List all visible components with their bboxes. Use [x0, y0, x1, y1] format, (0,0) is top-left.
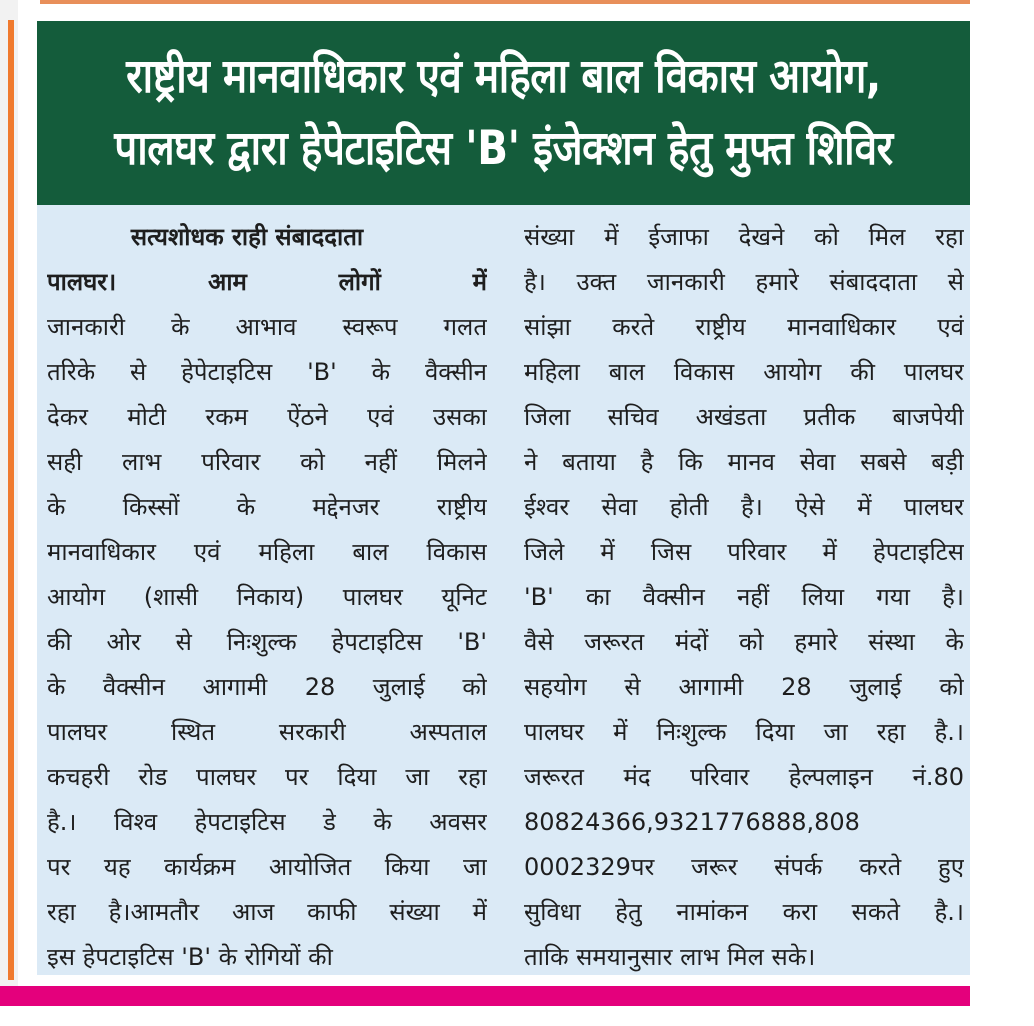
article-line: जिला सचिव अखंडता प्रतीक बाजपेयी	[524, 403, 964, 431]
article-line: जरूरत मंद परिवार हेल्पलाइन नं.80	[524, 763, 964, 791]
article-body	[37, 205, 970, 975]
article-line: महिला बाल विकास आयोग की पालघर	[524, 358, 964, 386]
article-line: के वैक्सीन आगामी 28 जुलाई को	[47, 673, 487, 701]
article-line: 80824366,9321776888,808	[524, 808, 860, 836]
article-column-left	[47, 215, 487, 980]
byline: सत्यशोधक राही संबाददाता	[130, 223, 364, 251]
article-line: सुविधा हेतु नामांकन करा सकते है.।	[524, 898, 964, 926]
article-line: ने बताया है कि मानव सेवा सबसे बड़ी	[524, 448, 964, 476]
article-line: रहा है।आमतौर आज काफी संख्या में	[47, 898, 487, 926]
article-line: आयोग (शासी निकाय) पालघर यूनिट	[47, 583, 487, 611]
article-line: 'B' का वैक्सीन नहीं लिया गया है।	[524, 583, 964, 611]
article-line: के किस्सों के मद्देनजर राष्ट्रीय	[47, 493, 487, 521]
article-line: सहयोग से आगामी 28 जुलाई को	[524, 673, 964, 701]
article-column-right	[524, 215, 964, 980]
article-line: पालघर में निःशुल्क दिया जा रहा है.।	[524, 718, 964, 746]
article-line: 0002329पर जरूर संपर्क करते हुए	[524, 853, 964, 881]
bottom-magenta-bar	[0, 986, 970, 1006]
article-line: सही लाभ परिवार को नहीं मिलने	[47, 448, 487, 476]
article-line: ताकि समयानुसार लाभ मिल सके।	[524, 943, 816, 971]
article-line: जिले में जिस परिवार में हेपटाइटिस	[524, 538, 964, 566]
article-line: सांझा करते राष्ट्रीय मानवाधिकार एवं	[524, 313, 964, 341]
top-rule	[40, 0, 970, 4]
article-line: कचहरी रोड पालघर पर दिया जा रहा	[47, 763, 487, 791]
article-line: तरिके से हेपेटाइटिस 'B' के वैक्सीन	[47, 358, 487, 386]
article-line: है.। विश्व हेपटाइटिस डे के अवसर	[47, 808, 487, 836]
article-line: पालघर। आम लोगों में	[47, 268, 487, 296]
headline-box	[37, 21, 970, 205]
article-line: संख्या में ईजाफा देखने को मिल रहा	[524, 223, 964, 251]
orange-margin-bar	[8, 20, 14, 980]
article-line: जानकारी के आभाव स्वरूप गलत	[47, 313, 487, 341]
article-line: इस हेपटाइटिस 'B' के रोगियों की	[47, 943, 333, 971]
article-line: देकर मोटी रकम ऐंठने एवं उसका	[47, 403, 487, 431]
article-line: पालघर स्थित सरकारी अस्पताल	[47, 718, 487, 746]
article-line: ईश्वर सेवा होती है। ऐसे में पालघर	[524, 493, 964, 521]
headline-line-2: पालघर द्वारा हेपेटाइटिस 'B' इंजेक्शन हेतु मुफ्त शिविर	[114, 121, 893, 176]
article-line: की ओर से निःशुल्क हेपटाइटिस 'B'	[47, 628, 487, 656]
headline-line-1: राष्ट्रीय मानवाधिकार एवं महिला बाल विकास आयोग,	[126, 49, 881, 104]
cropped-next-article	[0, 1010, 1034, 1026]
article-line: मानवाधिकार एवं महिला बाल विकास	[47, 538, 487, 566]
article-line: है। उक्त जानकारी हमारे संबाददाता से	[524, 268, 964, 296]
left-margin-stripe	[0, 0, 18, 990]
article-line: वैसे जरूरत मंदों को हमारे संस्था के	[524, 628, 964, 656]
article-line: पर यह कार्यक्रम आयोजित किया जा	[47, 853, 487, 881]
